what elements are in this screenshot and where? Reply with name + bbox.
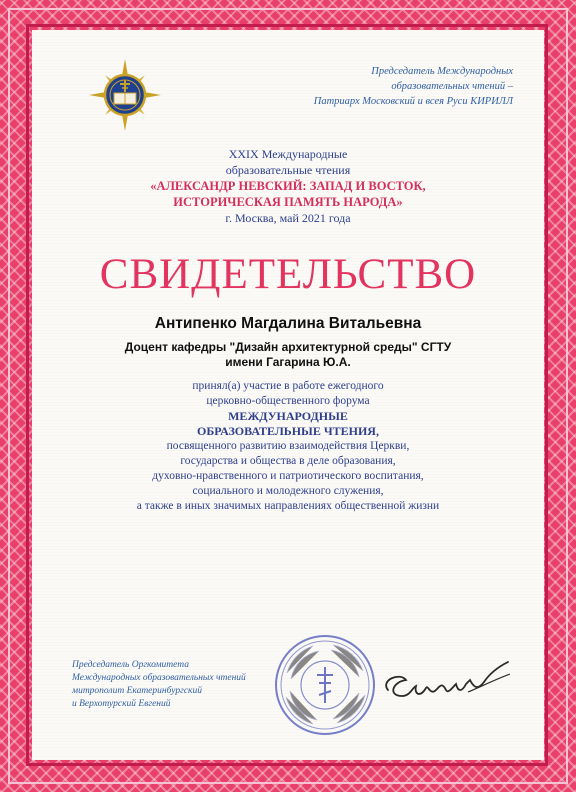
event-line-1: XXIX Международные xyxy=(228,147,348,161)
position-line-2: имени Гагарина Ю.А. xyxy=(225,355,351,369)
certificate-body xyxy=(32,379,544,514)
educational-readings-logo-icon xyxy=(88,58,162,132)
body-line: церковно-общественного форума xyxy=(206,395,370,407)
recipient-position xyxy=(32,340,544,370)
patriarch-line: Председатель Международных xyxy=(371,66,513,77)
organizer-line: и Верхотурский Евгений xyxy=(72,699,171,709)
body-line: духовно-нравственного и патриотического воспитания, xyxy=(152,470,424,482)
organizer-line: Международных образовательных чтений xyxy=(72,673,246,683)
official-seal-stamp xyxy=(273,633,377,737)
patriarch-line: образовательных чтений – xyxy=(391,81,513,92)
organizer-line: Председатель Оргкомитета xyxy=(72,660,189,670)
body-line: а также в иных значимых направлениях общественной жизни xyxy=(136,500,440,512)
forum-name-line-1: МЕЖДУНАРОДНЫЕ xyxy=(228,409,348,423)
body-line: принял(а) участие в работе ежегодного xyxy=(192,380,384,392)
event-title-line-2: ИСТОРИЧЕСКАЯ ПАМЯТЬ НАРОДА» xyxy=(173,195,403,209)
handwritten-signature xyxy=(370,652,520,712)
event-title-line-1: «АЛЕКСАНДР НЕВСКИЙ: ЗАПАД И ВОСТОК, xyxy=(150,179,426,193)
recipient-name: Антипенко Магдалина Витальевна xyxy=(154,315,422,332)
patriarch-header xyxy=(255,64,513,109)
event-info xyxy=(32,146,544,226)
organizer-line: митрополит Екатеринбургский xyxy=(72,686,202,696)
forum-name-line-2: ОБРАЗОВАТЕЛЬНЫЕ ЧТЕНИЯ, xyxy=(197,424,379,438)
certificate-title: СВИДЕТЕЛЬСТВО xyxy=(99,251,477,298)
body-line: государства и общества в деле образования, xyxy=(180,455,396,467)
patriarch-line: Патриарх Московский и всея Руси КИРИЛЛ xyxy=(313,96,513,107)
organizer-signature-block xyxy=(72,659,292,711)
event-line-2: образовательные чтения xyxy=(225,163,351,177)
body-line: социального и молодежного служения, xyxy=(192,485,384,497)
position-line-1: Доцент кафедры "Дизайн архитектурной среды" СГТУ xyxy=(124,340,452,354)
body-line: посвященного развитию взаимодействия Церкви, xyxy=(166,440,410,452)
event-place-date: г. Москва, май 2021 года xyxy=(225,211,351,225)
